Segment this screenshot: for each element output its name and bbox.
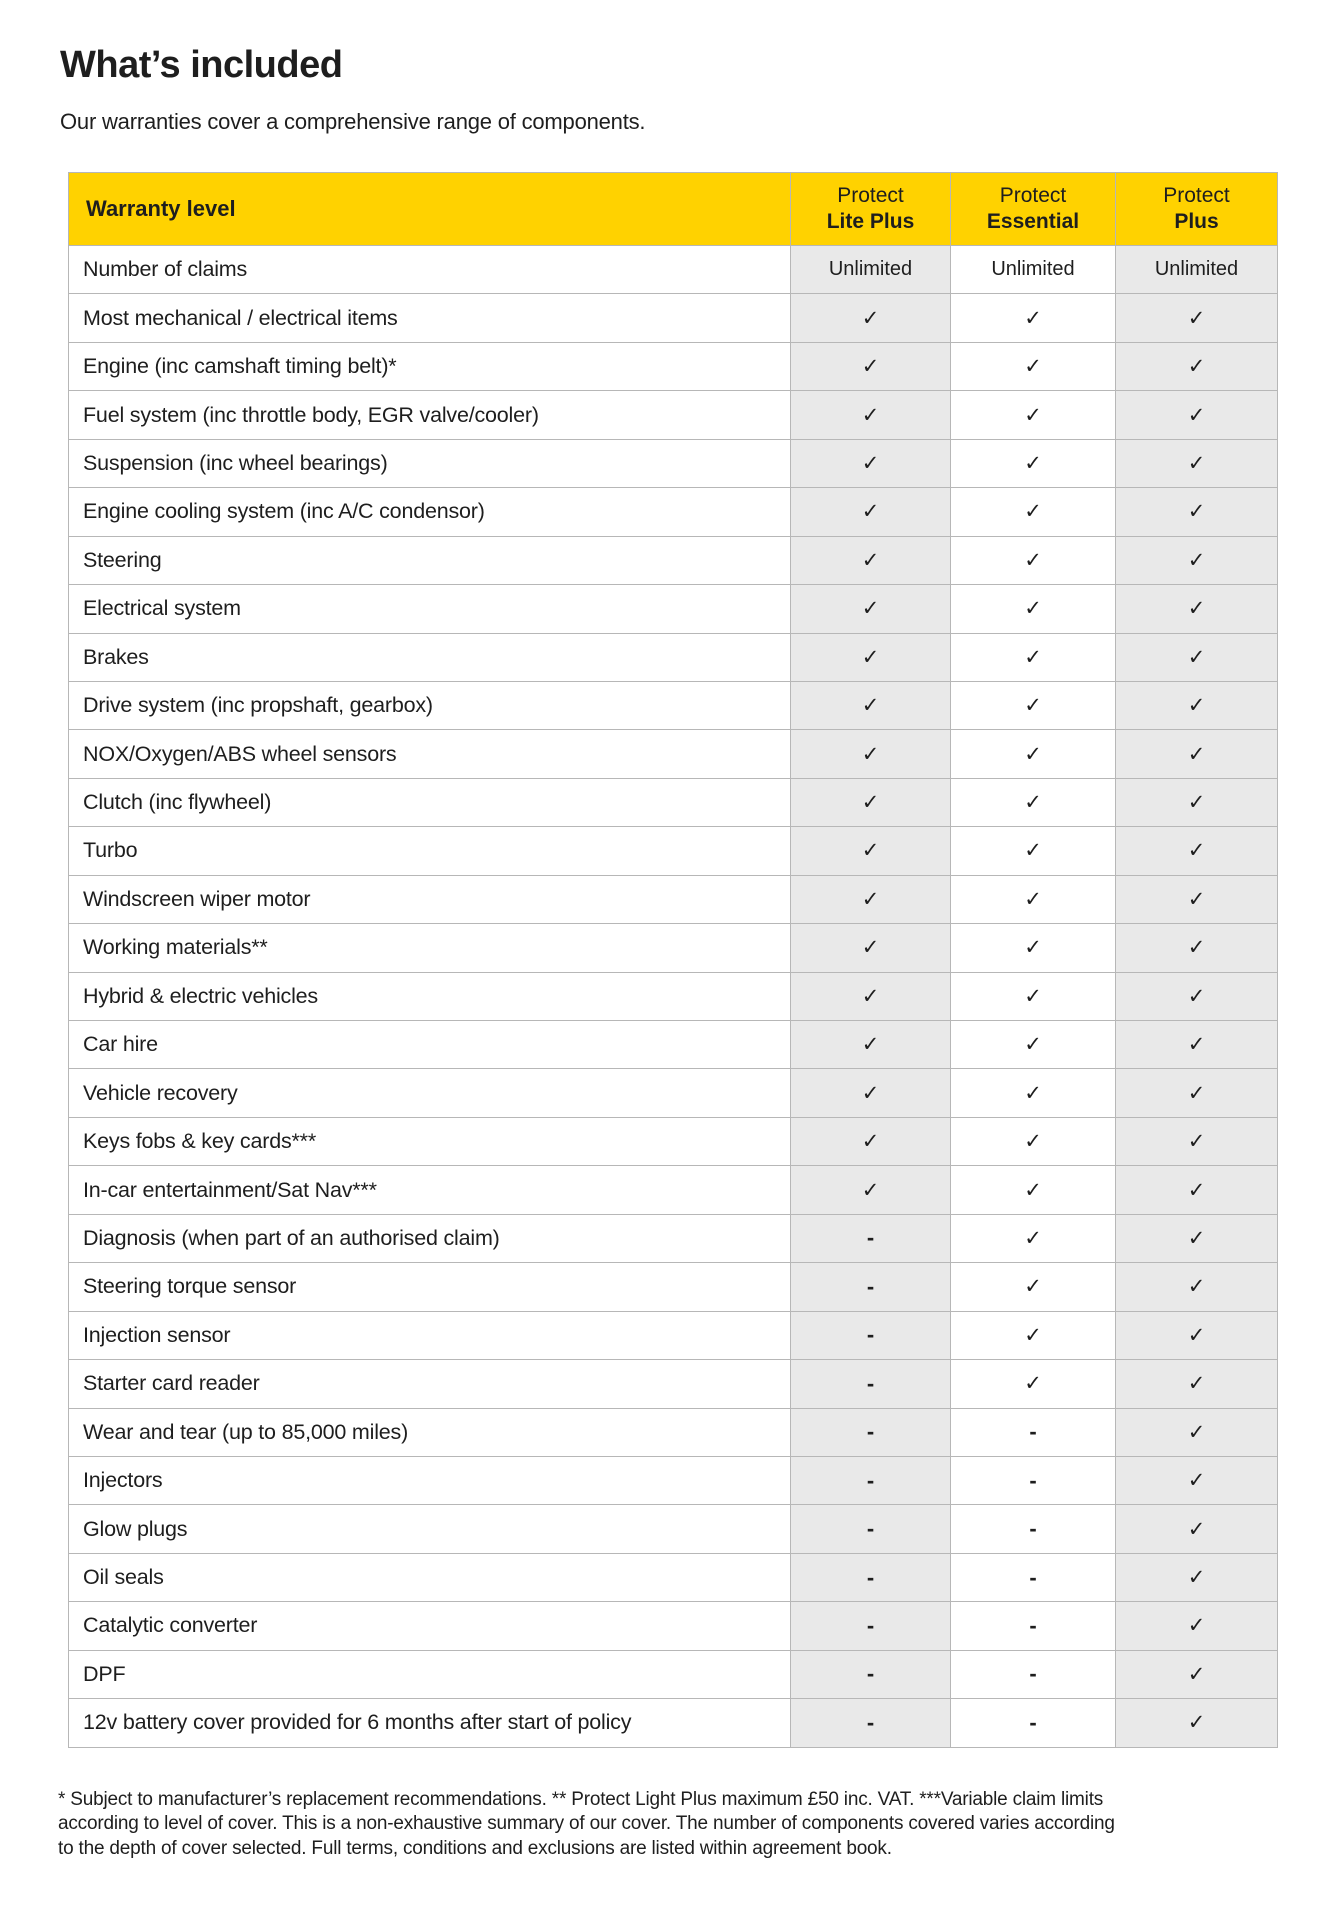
check-icon: ✓ <box>1187 1614 1206 1638</box>
table-row <box>69 1021 1278 1069</box>
row-label: Turbo <box>69 827 791 875</box>
table-cell <box>1116 1069 1278 1117</box>
row-label: Fuel system (inc throttle body, EGR valve/cooler) <box>69 391 791 439</box>
header-plus-line1: Protect <box>1163 184 1230 207</box>
dash-icon: - <box>1029 1516 1037 1542</box>
table-row <box>69 778 1278 826</box>
check-icon: ✓ <box>1024 1081 1042 1105</box>
check-icon: ✓ <box>1187 1372 1206 1396</box>
table-cell <box>951 1699 1116 1747</box>
table-row <box>69 1117 1278 1165</box>
check-icon: ✓ <box>1024 355 1042 379</box>
table-cell <box>951 1311 1116 1359</box>
table-row <box>69 633 1278 681</box>
check-icon: ✓ <box>1024 1226 1042 1250</box>
row-label: Diagnosis (when part of an authorised claim) <box>69 1214 791 1262</box>
dash-icon: - <box>1029 1709 1037 1735</box>
check-icon: ✓ <box>1024 936 1042 960</box>
table-cell <box>1116 1117 1278 1165</box>
table-cell <box>951 1553 1116 1601</box>
table-row <box>69 585 1278 633</box>
table-cell <box>791 1553 951 1601</box>
dash-icon: - <box>866 1612 875 1638</box>
row-label: Keys fobs & key cards*** <box>69 1117 791 1165</box>
table-cell <box>791 1505 951 1553</box>
row-label: Hybrid & electric vehicles <box>69 972 791 1020</box>
check-icon: ✓ <box>1187 1469 1206 1493</box>
footnote-line-3: to the depth of cover selected. Full terms, conditions and exclusions are listed within agreement book. <box>58 1837 892 1859</box>
table-cell <box>951 1602 1116 1650</box>
table-cell <box>1116 778 1278 826</box>
check-icon: ✓ <box>1024 1323 1042 1347</box>
table-cell <box>951 730 1116 778</box>
check-icon: ✓ <box>861 984 880 1008</box>
table-cell <box>951 681 1116 729</box>
table-row <box>69 1214 1278 1262</box>
table-row <box>69 730 1278 778</box>
table-row <box>69 1166 1278 1214</box>
check-icon: ✓ <box>1187 742 1206 766</box>
page-subtitle: Our warranties cover a comprehensive range of components. <box>60 109 646 134</box>
table-cell <box>791 1699 951 1747</box>
table-cell <box>1116 439 1278 487</box>
check-icon: ✓ <box>1024 645 1042 669</box>
table-row <box>69 1263 1278 1311</box>
check-icon: ✓ <box>1187 1275 1206 1299</box>
row-label: Engine (inc camshaft timing belt)* <box>69 342 791 390</box>
table-row <box>69 924 1278 972</box>
dash-icon: - <box>866 1516 875 1542</box>
table-cell <box>951 633 1116 681</box>
table-row <box>69 1650 1278 1698</box>
check-icon: ✓ <box>1187 403 1206 427</box>
header-essential-line1: Protect <box>999 184 1067 207</box>
warranty-table <box>68 172 1278 1748</box>
row-label: Working materials** <box>69 924 791 972</box>
check-icon: ✓ <box>1024 1275 1042 1299</box>
table-cell <box>1116 1166 1278 1214</box>
table-cell <box>951 294 1116 342</box>
table-cell <box>951 488 1116 536</box>
table-cell <box>791 1069 951 1117</box>
row-label: NOX/Oxygen/ABS wheel sensors <box>69 730 791 778</box>
footnote <box>58 1788 1287 1862</box>
table-cell <box>791 488 951 536</box>
row-label: DPF <box>69 1650 791 1698</box>
table-row <box>69 972 1278 1020</box>
check-icon: ✓ <box>861 597 880 621</box>
table-row <box>69 536 1278 584</box>
table-cell <box>1116 875 1278 923</box>
check-icon: ✓ <box>1024 403 1042 427</box>
table-cell <box>951 972 1116 1020</box>
table-row <box>69 1069 1278 1117</box>
table-cell <box>791 1456 951 1504</box>
table-row <box>69 342 1278 390</box>
table-row <box>69 1505 1278 1553</box>
check-icon: ✓ <box>861 887 880 911</box>
check-icon: ✓ <box>1024 791 1042 815</box>
table-cell <box>951 1069 1116 1117</box>
table-cell <box>1116 488 1278 536</box>
table-cell <box>1116 1311 1278 1359</box>
table-cell <box>791 633 951 681</box>
table-row <box>69 1360 1278 1408</box>
row-label: Brakes <box>69 633 791 681</box>
check-icon: ✓ <box>1024 1178 1042 1202</box>
row-label: Vehicle recovery <box>69 1069 791 1117</box>
check-icon: ✓ <box>861 403 880 427</box>
row-label: Suspension (inc wheel bearings) <box>69 439 791 487</box>
table-row <box>69 488 1278 536</box>
table-cell <box>791 585 951 633</box>
check-icon: ✓ <box>861 1130 880 1154</box>
table-cell <box>791 924 951 972</box>
cell-value: Unlimited <box>828 258 913 281</box>
table-cell <box>791 391 951 439</box>
table-cell <box>791 1021 951 1069</box>
check-icon: ✓ <box>1024 839 1042 863</box>
dash-icon: - <box>1029 1612 1037 1638</box>
table-header-row <box>69 173 1278 246</box>
table-cell <box>1116 1602 1278 1650</box>
page-title: What’s included <box>60 44 343 86</box>
table-cell <box>951 778 1116 826</box>
table-cell <box>791 1311 951 1359</box>
table-cell <box>1116 827 1278 875</box>
table-row <box>69 681 1278 729</box>
table-cell <box>1116 1650 1278 1698</box>
dash-icon: - <box>866 1709 875 1735</box>
table-cell <box>791 1263 951 1311</box>
check-icon: ✓ <box>1024 548 1042 572</box>
table-cell <box>791 681 951 729</box>
table-cell <box>951 1021 1116 1069</box>
header-lite-plus-line2: Lite Plus <box>826 210 915 233</box>
table-cell <box>791 536 951 584</box>
check-icon: ✓ <box>1187 1711 1206 1735</box>
table-row <box>69 1311 1278 1359</box>
dash-icon: - <box>866 1322 875 1348</box>
row-label: Car hire <box>69 1021 791 1069</box>
row-label: Drive system (inc propshaft, gearbox) <box>69 681 791 729</box>
warranty-table-body <box>69 246 1278 1748</box>
table-cell <box>951 1456 1116 1504</box>
check-icon: ✓ <box>1024 694 1042 718</box>
check-icon: ✓ <box>1187 1033 1206 1057</box>
dash-icon: - <box>1029 1661 1037 1687</box>
table-cell <box>791 972 951 1020</box>
check-icon: ✓ <box>1187 1130 1206 1154</box>
check-icon: ✓ <box>1024 742 1042 766</box>
check-icon: ✓ <box>861 1033 880 1057</box>
header-protect-essential <box>951 173 1116 246</box>
table-cell <box>791 246 951 294</box>
table-cell <box>1116 1505 1278 1553</box>
check-icon: ✓ <box>1024 306 1042 330</box>
table-cell <box>951 391 1116 439</box>
header-warranty-level: Warranty level <box>69 173 791 246</box>
row-label: Most mechanical / electrical items <box>69 294 791 342</box>
table-cell <box>1116 1214 1278 1262</box>
check-icon: ✓ <box>1187 306 1206 330</box>
table-cell <box>791 294 951 342</box>
dash-icon: - <box>1029 1419 1037 1445</box>
table-cell <box>951 1166 1116 1214</box>
table-cell <box>791 778 951 826</box>
table-cell <box>791 1117 951 1165</box>
row-label: Engine cooling system (inc A/C condensor) <box>69 488 791 536</box>
row-label: Electrical system <box>69 585 791 633</box>
row-label: Injection sensor <box>69 1311 791 1359</box>
table-cell <box>791 1360 951 1408</box>
table-cell <box>951 924 1116 972</box>
dash-icon: - <box>1029 1467 1037 1493</box>
table-cell <box>1116 294 1278 342</box>
header-essential-line2: Essential <box>986 210 1080 233</box>
table-cell <box>1116 1408 1278 1456</box>
row-label: 12v battery cover provided for 6 months after start of policy <box>69 1699 791 1747</box>
check-icon: ✓ <box>1187 1226 1206 1250</box>
check-icon: ✓ <box>1187 1420 1206 1444</box>
check-icon: ✓ <box>1187 597 1206 621</box>
table-cell <box>791 1214 951 1262</box>
table-row <box>69 1408 1278 1456</box>
table-cell <box>1116 585 1278 633</box>
row-label: In-car entertainment/Sat Nav*** <box>69 1166 791 1214</box>
table-cell <box>951 1650 1116 1698</box>
check-icon: ✓ <box>1024 984 1042 1008</box>
row-label: Clutch (inc flywheel) <box>69 778 791 826</box>
table-cell <box>951 1117 1116 1165</box>
check-icon: ✓ <box>1187 984 1206 1008</box>
row-label: Injectors <box>69 1456 791 1504</box>
table-row <box>69 875 1278 923</box>
table-cell <box>1116 1553 1278 1601</box>
row-label: Catalytic converter <box>69 1602 791 1650</box>
table-cell <box>1116 391 1278 439</box>
check-icon: ✓ <box>1187 791 1206 815</box>
table-cell <box>791 342 951 390</box>
check-icon: ✓ <box>861 1178 880 1202</box>
check-icon: ✓ <box>1187 839 1206 863</box>
row-label: Steering <box>69 536 791 584</box>
check-icon: ✓ <box>1024 1033 1042 1057</box>
table-cell <box>951 536 1116 584</box>
table-cell <box>951 1360 1116 1408</box>
check-icon: ✓ <box>1187 1081 1206 1105</box>
dash-icon: - <box>866 1273 875 1299</box>
table-cell <box>1116 1021 1278 1069</box>
dash-icon: - <box>866 1467 875 1493</box>
table-cell <box>791 1602 951 1650</box>
table-cell <box>791 827 951 875</box>
table-row <box>69 1456 1278 1504</box>
table-cell <box>951 1263 1116 1311</box>
row-label: Oil seals <box>69 1553 791 1601</box>
check-icon: ✓ <box>1187 1517 1206 1541</box>
table-cell <box>1116 246 1278 294</box>
row-label: Windscreen wiper motor <box>69 875 791 923</box>
check-icon: ✓ <box>861 694 880 718</box>
table-row <box>69 246 1278 294</box>
table-cell <box>1116 342 1278 390</box>
dash-icon: - <box>866 1419 875 1445</box>
table-cell <box>791 1408 951 1456</box>
table-cell <box>791 875 951 923</box>
header-protect-plus <box>1116 173 1278 246</box>
dash-icon: - <box>866 1661 875 1687</box>
table-cell <box>951 585 1116 633</box>
table-cell <box>1116 1360 1278 1408</box>
check-icon: ✓ <box>1024 500 1042 524</box>
table-row <box>69 1699 1278 1747</box>
table-cell <box>1116 924 1278 972</box>
table-cell <box>1116 730 1278 778</box>
footnote-line-1: * Subject to manufacturer’s replacement recommendations. ** Protect Light Plus maximum £50 inc. VAT. ***Variable claim limits <box>58 1788 1104 1810</box>
table-cell <box>1116 681 1278 729</box>
cell-value: Unlimited <box>991 258 1075 281</box>
table-cell <box>1116 972 1278 1020</box>
check-icon: ✓ <box>1187 887 1206 911</box>
table-cell <box>951 1214 1116 1262</box>
check-icon: ✓ <box>1187 645 1206 669</box>
check-icon: ✓ <box>1187 451 1206 475</box>
table-cell <box>951 1505 1116 1553</box>
check-icon: ✓ <box>1187 548 1206 572</box>
check-icon: ✓ <box>1187 1178 1206 1202</box>
table-cell <box>1116 1456 1278 1504</box>
table-cell <box>1116 1263 1278 1311</box>
check-icon: ✓ <box>861 500 880 524</box>
row-label: Starter card reader <box>69 1360 791 1408</box>
check-icon: ✓ <box>861 548 880 572</box>
check-icon: ✓ <box>861 451 880 475</box>
check-icon: ✓ <box>1024 1372 1042 1396</box>
check-icon: ✓ <box>861 839 880 863</box>
table-cell <box>791 1650 951 1698</box>
check-icon: ✓ <box>861 306 880 330</box>
check-icon: ✓ <box>1187 1323 1206 1347</box>
header-plus-line2: Plus <box>1174 210 1219 233</box>
check-icon: ✓ <box>861 936 880 960</box>
table-cell <box>951 342 1116 390</box>
table-cell <box>951 439 1116 487</box>
table-cell <box>1116 536 1278 584</box>
table-cell <box>951 1408 1116 1456</box>
check-icon: ✓ <box>1187 1566 1206 1590</box>
check-icon: ✓ <box>1024 1130 1042 1154</box>
table-cell <box>951 827 1116 875</box>
table-cell <box>791 439 951 487</box>
check-icon: ✓ <box>1024 887 1042 911</box>
table-row <box>69 439 1278 487</box>
check-icon: ✓ <box>861 1081 880 1105</box>
table-row <box>69 827 1278 875</box>
cell-value: Unlimited <box>1154 258 1239 281</box>
table-cell <box>791 730 951 778</box>
check-icon: ✓ <box>861 791 880 815</box>
footnote-line-2: according to level of cover. This is a non-exhaustive summary of our cover. The number of components covered varies according <box>58 1813 1115 1835</box>
dash-icon: - <box>1029 1564 1037 1590</box>
check-icon: ✓ <box>861 355 880 379</box>
check-icon: ✓ <box>861 742 880 766</box>
check-icon: ✓ <box>1024 597 1042 621</box>
table-cell <box>1116 1699 1278 1747</box>
check-icon: ✓ <box>1187 694 1206 718</box>
check-icon: ✓ <box>1187 936 1206 960</box>
dash-icon: - <box>866 1370 875 1396</box>
row-label: Glow plugs <box>69 1505 791 1553</box>
header-lite-plus-line1: Protect <box>837 184 904 207</box>
dash-icon: - <box>866 1225 875 1251</box>
table-row <box>69 391 1278 439</box>
check-icon: ✓ <box>1187 500 1206 524</box>
table-cell <box>951 246 1116 294</box>
table-cell <box>791 1166 951 1214</box>
row-label: Steering torque sensor <box>69 1263 791 1311</box>
dash-icon: - <box>866 1564 875 1590</box>
row-label: Wear and tear (up to 85,000 miles) <box>69 1408 791 1456</box>
check-icon: ✓ <box>861 645 880 669</box>
table-row <box>69 1602 1278 1650</box>
table-row <box>69 294 1278 342</box>
table-row <box>69 1553 1278 1601</box>
table-cell <box>1116 633 1278 681</box>
check-icon: ✓ <box>1187 1662 1206 1686</box>
check-icon: ✓ <box>1187 355 1206 379</box>
table-cell <box>951 875 1116 923</box>
header-protect-lite-plus <box>791 173 951 246</box>
check-icon: ✓ <box>1024 451 1042 475</box>
row-label: Number of claims <box>69 246 791 294</box>
